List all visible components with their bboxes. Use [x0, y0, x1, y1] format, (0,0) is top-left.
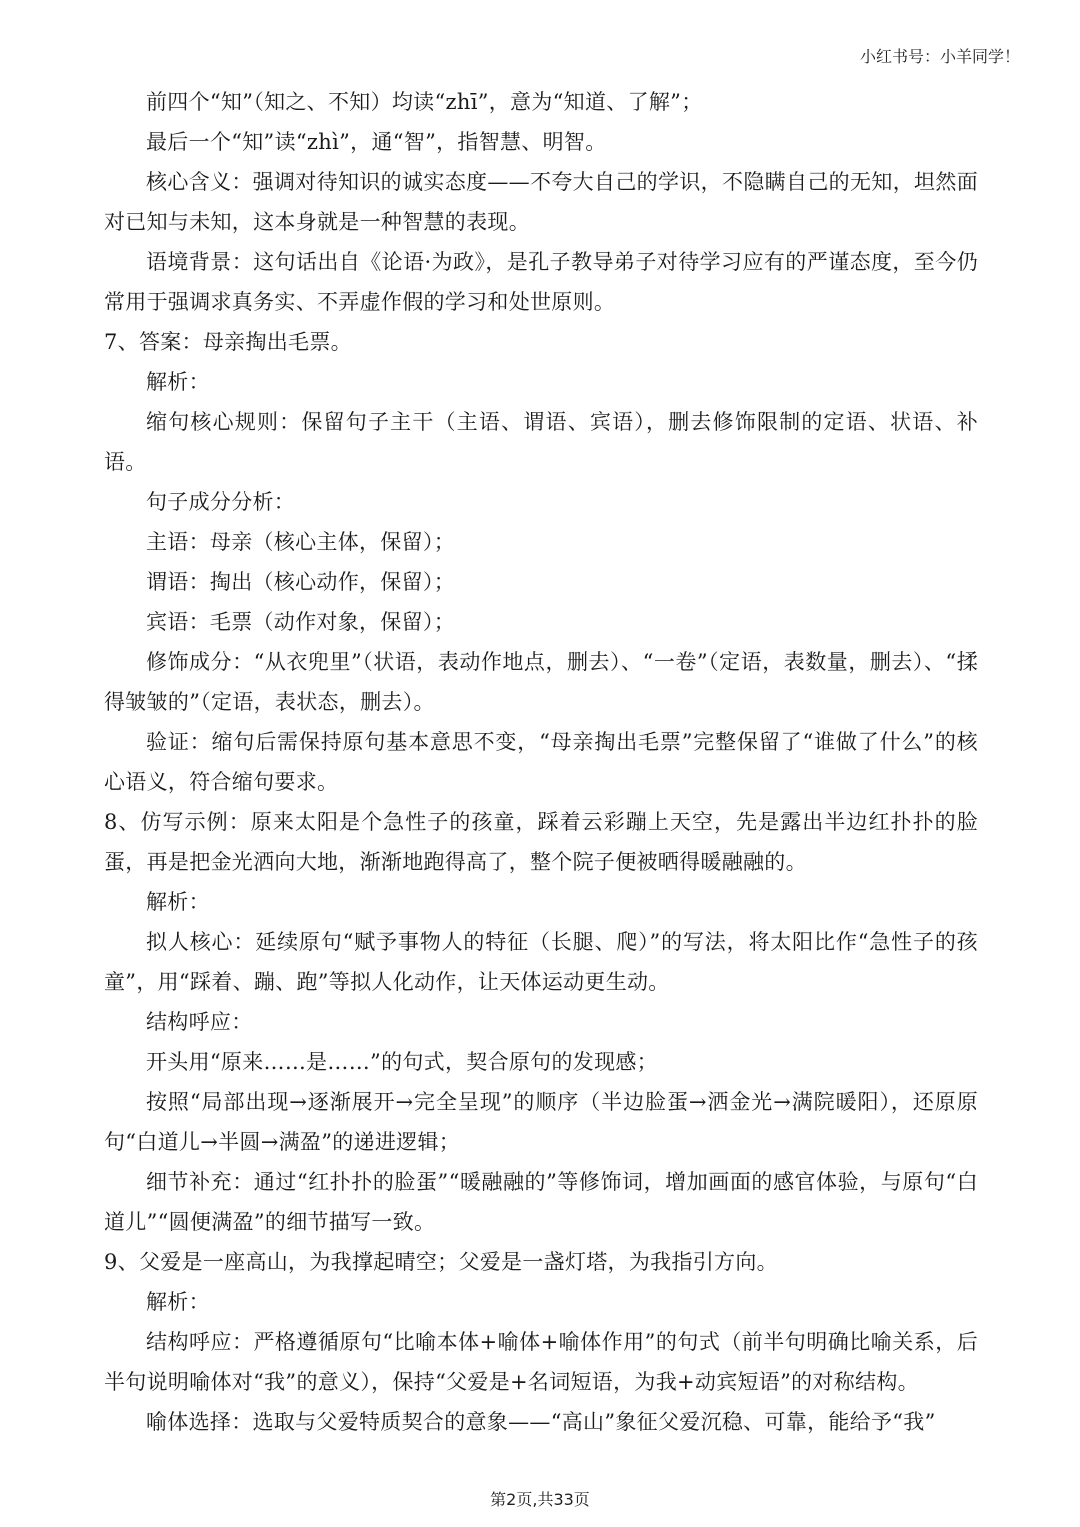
paragraph: 按照“局部出现→逐渐展开→完全呈现”的顺序（半边脸蛋→洒金光→满院暖阳），还原原句“白道儿→半圆→满盈”的递进逻辑；: [104, 1090, 978, 1154]
paragraph: 开头用“原来……是……”的句式，契合原句的发现感；: [146, 1050, 658, 1074]
paragraph: 喻体选择：选取与父爱特质契合的意象——“高山”象征父爱沉稳、可靠，能给予“我”: [146, 1410, 936, 1434]
paragraph: 结构呼应：严格遵循原句“比喻本体+喻体+喻体作用”的句式（前半句明确比喻关系，后半句说明喻体对“我”的意义），保持“父爱是+名词短语，为我+动宾短语”的对称结构。: [104, 1330, 978, 1394]
paragraph: 解析：: [146, 890, 210, 914]
paragraph: 谓语：掏出（核心动作，保留）；: [146, 570, 455, 594]
paragraph: 语境背景：这句话出自《论语·为政》，是孔子教导弟子对待学习应有的严谨态度，至今仍常用于强调求真务实、不弄虚作假的学习和处世原则。: [104, 250, 978, 314]
paragraph: 缩句核心规则：保留句子主干（主语、谓语、宾语），删去修饰限制的定语、状语、补语。: [104, 410, 978, 474]
paragraph: 前四个“知”（知之、不知）均读“zhī”，意为“知道、了解”；: [146, 90, 703, 114]
paragraph: 7、答案：母亲掏出毛票。: [104, 330, 352, 354]
header-watermark: 小红书号：小羊同学！: [859, 47, 1020, 66]
document-body: [104, 82, 978, 1442]
page-number: 第2页,共33页: [490, 1490, 590, 1509]
paragraph: 细节补充：通过“红扑扑的脸蛋”“暖融融的”等修饰词，增加画面的感官体验，与原句“白道儿”“圆便满盈”的细节描写一致。: [104, 1170, 978, 1234]
paragraph: 核心含义：强调对待知识的诚实态度——不夸大自己的学识，不隐瞒自己的无知，坦然面对已知与未知，这本身就是一种智慧的表现。: [104, 170, 978, 234]
paragraph: 解析：: [146, 1290, 210, 1314]
paragraph: 拟人核心：延续原句“赋予事物人的特征（长腿、爬）”的写法，将太阳比作“急性子的孩童”，用“踩着、蹦、跑”等拟人化动作，让天体运动更生动。: [104, 930, 978, 994]
paragraph: 修饰成分：“从衣兜里”（状语，表动作地点，删去）、“一卷”（定语，表数量，删去）、“揉得皱皱的”（定语，表状态，删去）。: [104, 650, 978, 714]
paragraph: 9、父爱是一座高山，为我撑起晴空；父爱是一盏灯塔，为我指引方向。: [104, 1250, 778, 1274]
paragraph: 句子成分分析：: [146, 490, 296, 514]
paragraph: 8、仿写示例：原来太阳是个急性子的孩童，踩着云彩蹦上天空，先是露出半边红扑扑的脸蛋，再是把金光洒向大地，渐渐地跑得高了，整个院子便被晒得暖融融的。: [104, 810, 978, 874]
paragraph: 主语：母亲（核心主体，保留）；: [146, 530, 455, 554]
paragraph: 结构呼应：: [146, 1010, 253, 1034]
paragraph: 验证：缩句后需保持原句基本意思不变，“母亲掏出毛票”完整保留了“谁做了什么”的核心语义，符合缩句要求。: [104, 730, 978, 794]
paragraph: 宾语：毛票（动作对象，保留）；: [146, 610, 455, 634]
paragraph: 解析：: [146, 370, 210, 394]
paragraph: 最后一个“知”读“zhì”，通“智”，指智慧、明智。: [146, 130, 607, 154]
